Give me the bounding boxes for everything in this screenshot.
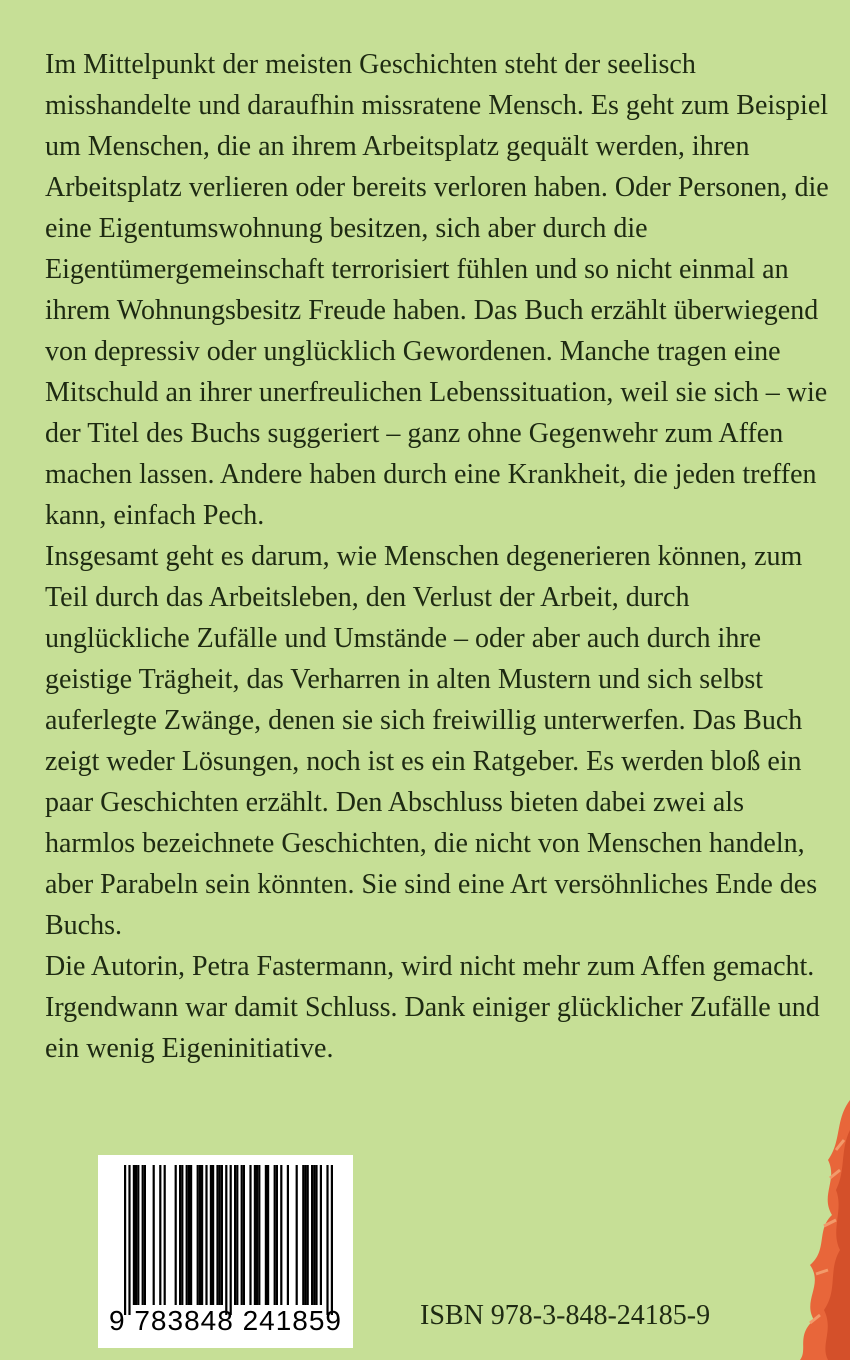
barcode-bar: [274, 1165, 276, 1305]
barcode-bar: [175, 1165, 177, 1305]
barcode-bar: [142, 1165, 144, 1305]
barcode-bar: [199, 1165, 201, 1305]
isbn-label: ISBN 978-3-848-24185-9: [420, 1300, 711, 1331]
barcode-bar: [128, 1165, 130, 1315]
barcode-bar: [124, 1165, 126, 1315]
barcode-bar: [241, 1165, 243, 1305]
barcode-bar: [219, 1165, 221, 1305]
barcode-bar: [313, 1165, 315, 1305]
barcode-bar: [265, 1165, 267, 1305]
barcode-bar: [315, 1165, 317, 1305]
barcode-bar: [186, 1165, 188, 1305]
barcode-bar: [249, 1165, 251, 1305]
barcode-bar: [144, 1165, 146, 1305]
barcode-bar: [267, 1165, 269, 1305]
barcode-bar: [221, 1165, 223, 1305]
barcode-bar: [331, 1165, 333, 1315]
barcode-bar: [188, 1165, 190, 1305]
barcode-bar: [320, 1165, 322, 1305]
barcode-bar: [326, 1165, 328, 1315]
barcode-bar: [307, 1165, 309, 1305]
orange-fur-image: [780, 1100, 850, 1360]
blurb-paragraph-2: Insgesamt geht es darum, wie Menschen degenerieren können, zum Teil durch das Arbeitsleben, den Verlust der Arbeit, durch unglückliche Zufälle und Umstände – oder aber auch durch ihre geistige Trägheit, das Verharren in alten Mustern und sich selbst auferlegte Zwänge, denen sie sich freiwillig unterwerfen. Das Buch zeigt weder Lösungen, noch ist es ein Ratgeber. Es werden bloß ein paar Geschichten erzählt. Den Abschluss bieten dabei zwei als harmlos bezeichnete Geschichten, die nicht von Menschen handeln, aber Parabeln sein könnten. Sie sind eine Art versöhnliches Ende des Buchs.: [45, 541, 818, 941]
barcode-bar: [234, 1165, 236, 1305]
barcode-bar: [181, 1165, 183, 1305]
barcode-bar: [256, 1165, 258, 1305]
blurb-paragraph-1: Im Mittelpunkt der meisten Geschichten steht der seelisch misshandelte und daraufhin missratene Mensch. Es geht zum Beispiel um Menschen, die an ihrem Arbeitsplatz gequält werden, ihren Arbeitsplatz verlieren oder bereits verloren haben. Oder Personen, die eine Eigentumswohnung besitzen, sich aber durch die Eigentümergemeinschaft terrorisiert fühlen und so nicht einmal an ihrem Wohnungsbesitz Freude haben. Das Buch erzählt überwiegend von depressiv oder unglücklich Gewordenen. Manche tragen eine Mitschuld an ihrer unerfreulichen Lebenssituation, weil sie sich – wie der Titel des Buchs suggeriert – ganz ohne Gegenwehr zum Affen machen lassen. Andere haben durch eine Krankheit, die jeden treffen kann, einfach Pech.: [45, 49, 829, 531]
barcode-bar: [258, 1165, 260, 1305]
barcode-bar: [225, 1165, 227, 1315]
blurb-paragraph-3: Die Autorin, Petra Fastermann, wird nicht mehr zum Affen gemacht. Irgendwann war damit Schluss. Dank einiger glücklicher Zufälle und ein wenig Eigeninitiative.: [45, 951, 820, 1064]
barcode-bar: [153, 1165, 155, 1305]
barcode-bar: [197, 1165, 199, 1305]
barcode-bar: [243, 1165, 245, 1305]
barcode-bar: [133, 1165, 135, 1305]
barcode-bar: [201, 1165, 203, 1305]
barcode-bar: [296, 1165, 298, 1305]
barcode-bar: [280, 1165, 282, 1305]
barcode-bar: [304, 1165, 306, 1305]
barcode-bar: [216, 1165, 218, 1305]
barcode-bar: [190, 1165, 192, 1305]
barcode-bar: [135, 1165, 137, 1305]
barcode-bar: [302, 1165, 304, 1305]
barcode-bar: [205, 1165, 207, 1305]
barcode-bar: [179, 1165, 181, 1305]
barcode-bar: [164, 1165, 166, 1305]
barcode-bar: [276, 1165, 278, 1305]
barcode-bar: [210, 1165, 212, 1305]
back-cover-blurb: [45, 44, 835, 1069]
barcode-bar: [212, 1165, 214, 1305]
barcode: [98, 1155, 353, 1348]
barcode-digits: 9 783848 241859: [109, 1305, 342, 1336]
barcode-bar: [137, 1165, 139, 1305]
barcode-bar: [159, 1165, 161, 1305]
barcode-bar: [311, 1165, 313, 1305]
barcode-bar: [287, 1165, 289, 1305]
barcode-bar: [236, 1165, 238, 1305]
barcode-bar: [230, 1165, 232, 1315]
barcode-bar: [254, 1165, 256, 1305]
